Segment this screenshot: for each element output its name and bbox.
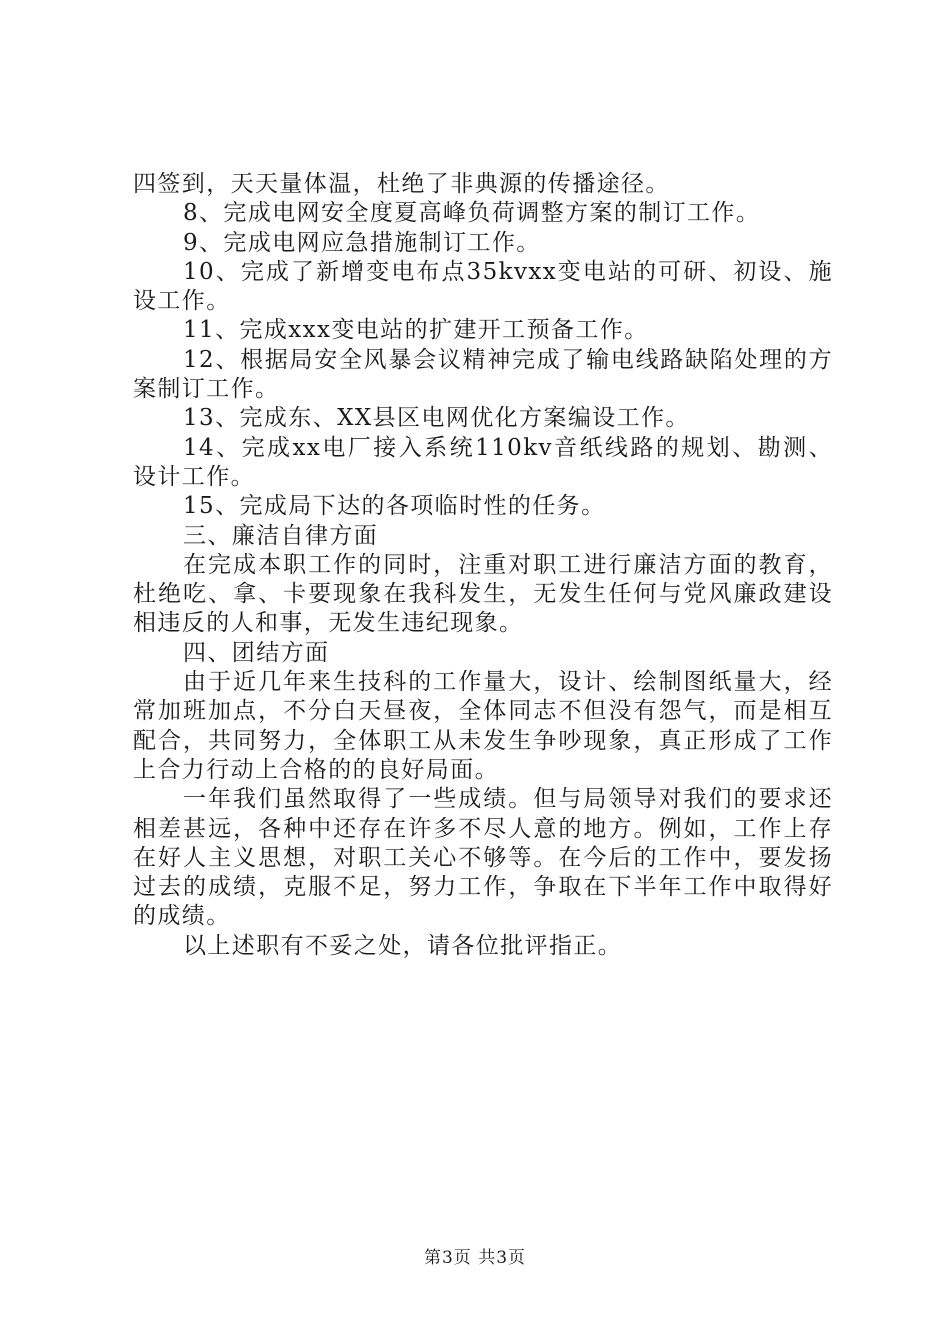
section-heading: 三、廉洁自律方面 bbox=[183, 522, 379, 549]
document-body bbox=[133, 170, 833, 961]
page-number-label: 第3页 共3页 bbox=[423, 1248, 527, 1268]
paragraph: 一年我们虽然取得了一些成绩。但与局领导对我们的要求还相差甚远，各种中还存在许多不尽人意的地方。例如，工作上存在好人主义思想，对职工关心不够等。在今后的工作中，要发扬过去的成绩，克服不足，努力工作，争取在下半年工作中取得好的成绩。 bbox=[133, 786, 833, 930]
paragraph: 11、完成xxx变电站的扩建开工预备工作。 bbox=[183, 317, 649, 344]
paragraph: 9、完成电网应急措施制订工作。 bbox=[183, 229, 541, 256]
paragraph: 10、完成了新增变电布点35kvxx变电站的可研、初设、施设工作。 bbox=[133, 258, 833, 315]
paragraph: 15、完成局下达的各项临时性的任务。 bbox=[183, 493, 606, 520]
paragraph: 12、根据局安全风暴会议精神完成了输电线路缺陷处理的方案制订工作。 bbox=[133, 346, 833, 403]
section-heading: 四、团结方面 bbox=[183, 639, 330, 666]
paragraph: 14、完成xx电厂接入系统110kv音纸线路的规划、勘测、设计工作。 bbox=[133, 434, 833, 490]
paragraph: 13、完成东、XX县区电网优化方案编设工作。 bbox=[183, 405, 690, 432]
paragraph: 四签到，天天量体温，杜绝了非典源的传播途径。 bbox=[133, 171, 670, 197]
paragraph: 由于近几年来生技科的工作量大，设计、绘制图纸量大，经常加班加点，不分白天昼夜，全体同志不但没有怨气，而是相互配合，共同努力，全体职工从未发生争吵现象，真正形成了工作上合力行动上合格的的良好局面。 bbox=[133, 669, 833, 783]
paragraph: 在完成本职工作的同时，注重对职工进行廉洁方面的教育，杜绝吃、拿、卡要现象在我科发生，无发生任何与党风廉政建设相违反的人和事，无发生违纪现象。 bbox=[133, 551, 833, 637]
closing-paragraph: 以上述职有不妥之处，请各位批评指正。 bbox=[183, 932, 623, 959]
page-footer bbox=[0, 1243, 950, 1268]
paragraph: 8、完成电网安全度夏高峰负荷调整方案的制订工作。 bbox=[183, 200, 761, 227]
